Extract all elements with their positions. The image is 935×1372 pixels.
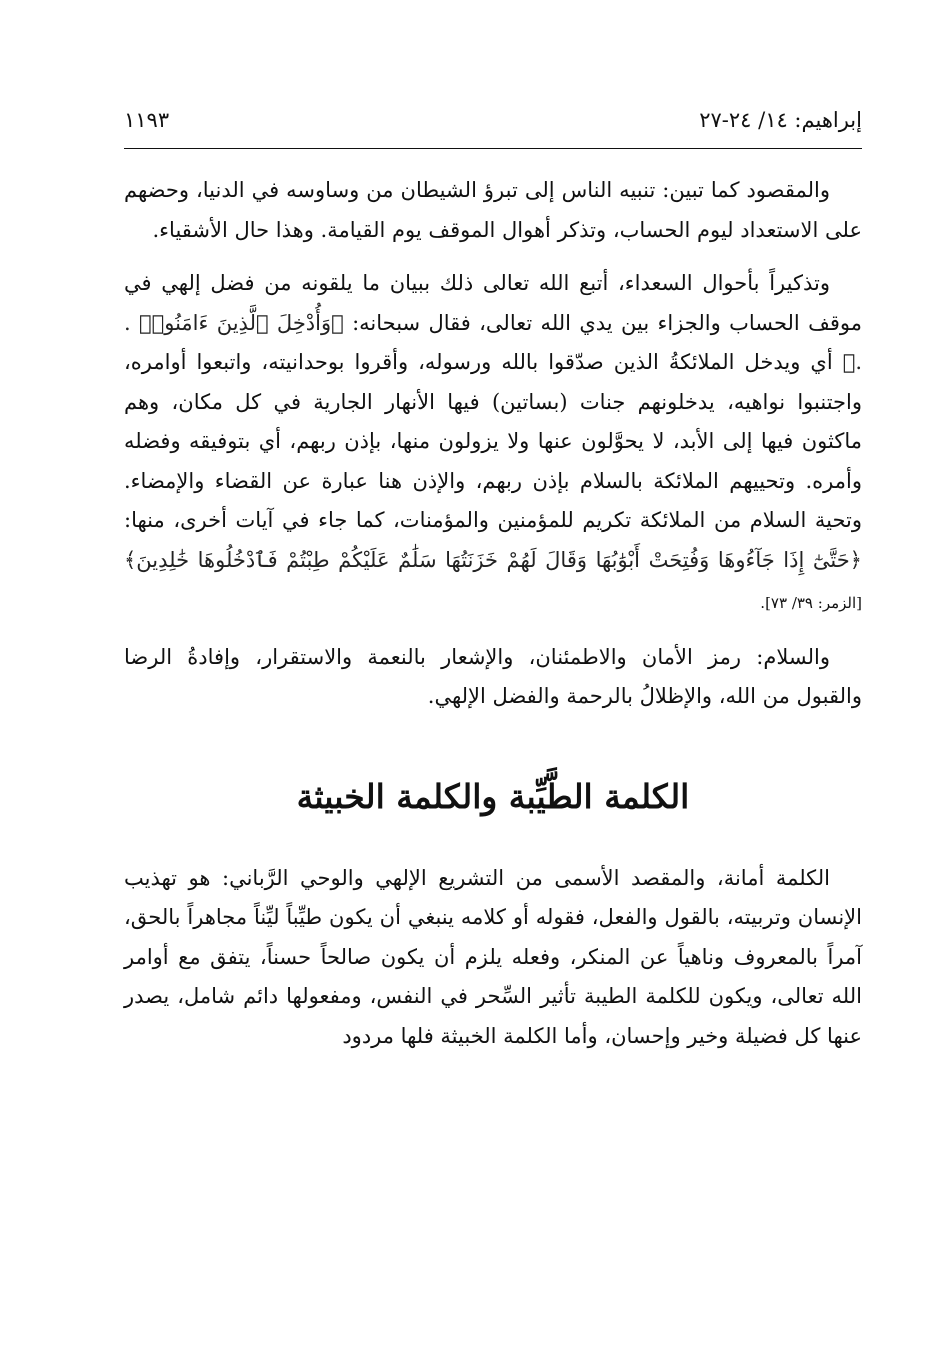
header-page-number: ١١٩٣ [124, 108, 170, 132]
header-divider [124, 148, 862, 149]
running-header [124, 108, 862, 142]
verse-citation: [الزمر: ٣٩/ ٧٣]. [760, 594, 862, 612]
paragraph-1: والمقصود كما تبين: تنبيه الناس إلى تبرؤ الشيطان من وساوسه في الدنيا، وحضهم على الاستعداد ليوم الحساب، وتذكر أهوال الموقف يوم القيامة. وهذا حال الأشقياء. [124, 178, 862, 242]
section-title: الكلمة الطَّيِّبة والكلمة الخبيثة [296, 776, 690, 816]
paragraph-2 [124, 264, 862, 624]
book-page [124, 108, 862, 1070]
paragraph-2-text-after: أي ويدخل الملائكةُ الذين صدّقوا بالله ورسوله، وأقروا بوحدانيته، واتبعوا أوامره، واجتنبوا نواهيه، يدخلونهم جنات (بساتين) فيها الأنهار الجارية في كل مكان، وهم ماكثون فيها إلى الأبد، لا يحوَّلون عنها ولا يزولون منها، بإذن ربهم، أي بتوفيقه وفضله وأمره. وتحييهم الملائكة بالسلام بإذن ربهم، والإذن هنا عبارة عن القضاء والإمضاء. وتحية السلام من الملائكة تكريم للمؤمنين والمؤمنات، كما جاء في آيات أخرى، منها: [124, 350, 862, 532]
paragraph-4: الكلمة أمانة، والمقصد الأسمى من التشريع الإلهي والوحي الرَّباني: هو تهذيب الإنسان وتربيته، بالقول والفعل، فقوله أو كلامه ينبغي أن يكون طيِّباً ليِّناً مجاهراً بالحق، آمراً بالمعروف وناهياً عن المنكر، وفعله يلزم أن يكون صالحاً حسناً، يتفق مع أوامر الله تعالى، ويكون للكلمة الطيبة تأثير السِّحر في النفس، ومفعولها دائم شامل، يصدر عنها كل فضيلة وخير وإحسان، وأما الكلمة الخبيثة فلها مردود [124, 865, 862, 1048]
header-chapter-reference: إبراهيم: ١٤/ ٢٤-٢٧ [699, 108, 862, 132]
quran-verse-1: ﴿وَأُدْخِلَ ٱلَّذِينَ ءَامَنُوا۟ . .﴾ [124, 310, 862, 374]
quran-verse-2: ﴿حَتَّىٰٓ إِذَا جَآءُوهَا وَفُتِحَتْ أَبْوَٰبُهَا وَقَالَ لَهُمْ خَزَنَتُهَا سَلَٰمٌ عَلَيْكُمْ طِبْتُمْ فَٱدْخُلُوهَا خَٰلِدِينَ﴾ [124, 547, 862, 572]
paragraph-3: والسلام: رمز الأمان والاطمئنان، والإشعار بالنعمة والاستقرار، وإفادةُ الرضا والقبول من الله، والإظلالُ بالرحمة والفضل الإلهي. [124, 644, 862, 708]
paragraph-2-text-before: وتذكيراً بأحوال السعداء، أتبع الله تعالى ذلك ببيان ما يلقونه من فضل إلهي في موقف الحساب والجزاء بين يدي الله تعالى، فقال سبحانه: [124, 271, 862, 335]
